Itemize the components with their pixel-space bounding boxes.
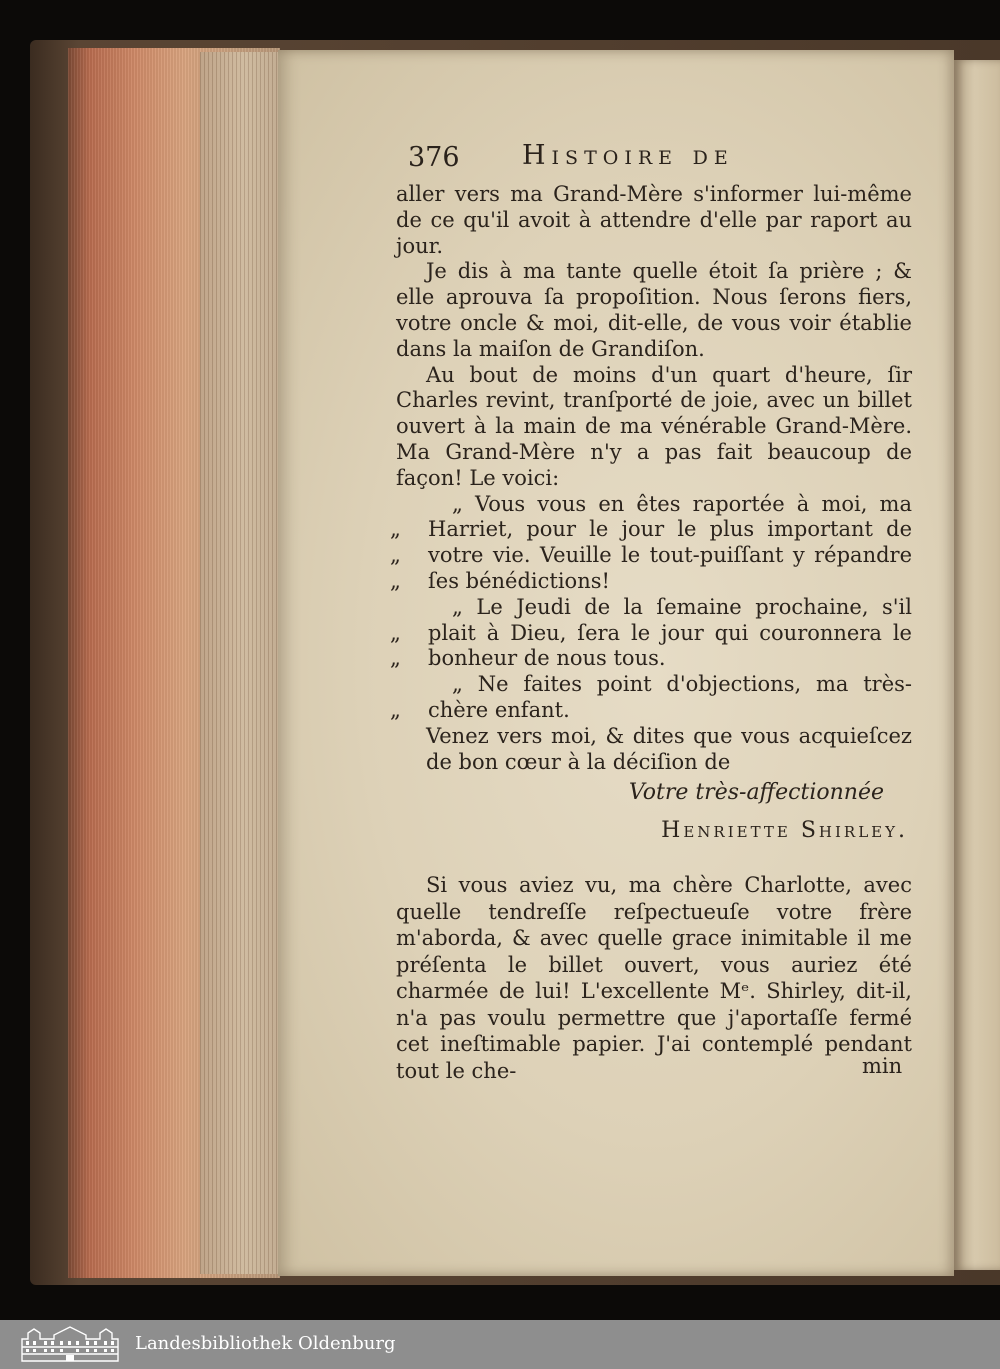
catchword: min — [862, 1054, 903, 1078]
facing-page-edge — [954, 60, 1000, 1270]
quote-mark: „ — [390, 646, 401, 671]
quote-mark: „ — [390, 620, 401, 645]
paragraph-4: Venez vers moi, & dites que vous acquieſcez de bon cœur à la déciſion de — [426, 723, 912, 774]
quote-paragraph-2 — [390, 594, 912, 672]
paragraph-1: aller vers ma Grand-Mère s'informer lui-même de ce qu'il avoit à attendre d'elle par raport au jour. — [396, 182, 912, 258]
paragraph-3: Au bout de moins d'un quart d'heure, ſir Charles revint, tranſporté de joie, avec un billet ouvert à la main de ma vénérable Grand-Mère. Ma Grand-Mère n'y a pas fait beaucoup de façon! Le voici: — [396, 362, 912, 490]
running-head — [400, 140, 920, 176]
quote-mark: „ — [390, 568, 401, 593]
paragraph-5: Si vous aviez vu, ma chère Charlotte, avec quelle tendreſſe reſpectueuſe votre frère m'aborda, & avec quelle grace inimitable il me préſenta le billet ouvert, vous auriez été charmée de lui! L'excellente Mᵉ. Shirley, dit-il, n'a pas voulu permettre que j'aportaſſe fermé cet ineſtimable papier. J'ai contemplé pendant tout le che- — [396, 873, 912, 1083]
signatory-name: Henriette Shirley. — [661, 818, 908, 843]
quote-text-3: „ Ne faites point d'objections, ma très-chère enfant. — [428, 672, 912, 722]
library-name: Landesbibliothek Oldenburg — [135, 1333, 396, 1354]
quote-marks-gutter — [390, 698, 414, 724]
quote-mark: „ — [390, 517, 401, 542]
page-edges-inner — [200, 52, 280, 1274]
quote-marks-gutter — [390, 517, 414, 594]
body-text-2 — [396, 872, 912, 1084]
quote-text-1: „ Vous vous en êtes raportée à moi, ma Harriet, pour le jour le plus important de votre vie. Veuille le tout-puiſſant y répandre ſes bénédictions! — [428, 491, 912, 593]
valediction: Votre très-affectionnée — [628, 780, 884, 805]
body-text — [390, 182, 912, 775]
quote-text-2: „ Le Jeudi de la ſemaine prochaine, s'il plait à Dieu, ſera le jour qui couronnera le bonheur de nous tous. — [428, 594, 912, 671]
library-footer — [0, 1320, 1000, 1369]
running-title: Histoire de — [522, 140, 734, 171]
quote-marks-gutter — [390, 621, 414, 673]
paragraph-2: Je dis à ma tante quelle étoit ſa prière ; & elle aprouva ſa propoſition. Nous ſerons fiers, votre oncle & moi, dit-elle, de vous voir établie dans la maiſon de Grandiſon. — [396, 259, 912, 361]
quote-paragraph-1 — [390, 491, 912, 595]
page-number: 376 — [408, 142, 460, 173]
library-building-icon — [20, 1325, 120, 1363]
quote-mark: „ — [390, 543, 401, 568]
quote-paragraph-3 — [390, 672, 912, 724]
quote-mark: „ — [390, 697, 401, 722]
